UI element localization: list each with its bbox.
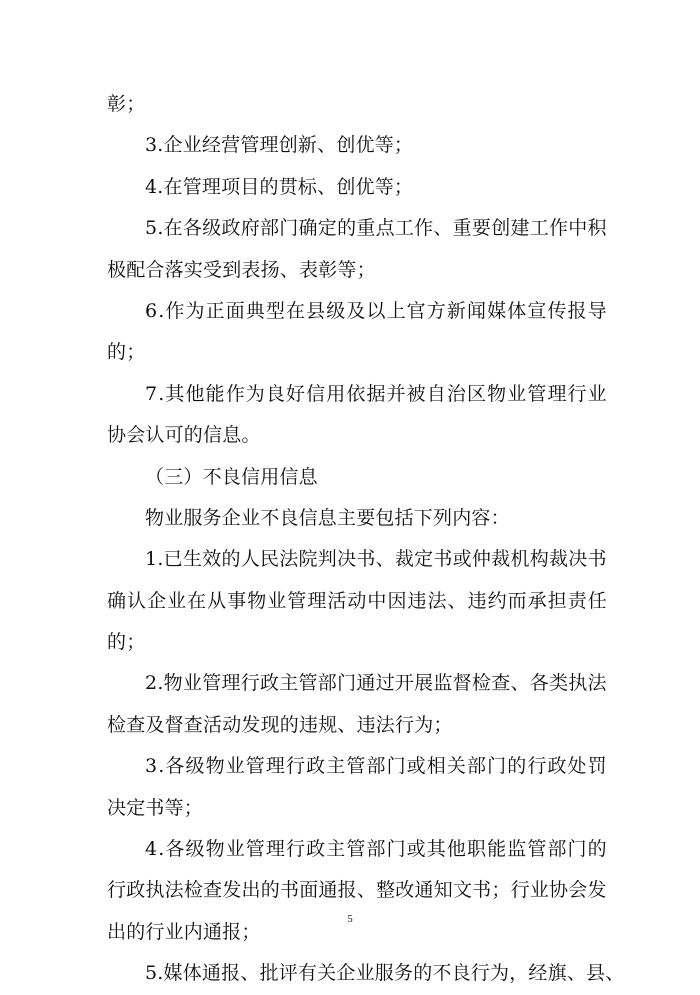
- text-line: 2 . 物 业 管 理 行 政 主 管 部 门 通 过 开 展 监 督 检 查 、 各 类 执 法: [145, 672, 607, 695]
- text-line: 确 认 企 业 在 从 事 物 业 管 理 活 动 中 因 违 法 、 违 约 而 承 担 责 任: [107, 589, 607, 612]
- text-line: 协会认可的信息。: [107, 424, 261, 447]
- text-line: 6 . 作 为 正 面 典 型 在 县 级 及 以 上 官 方 新 闻 媒 体 宣 传 报 导: [145, 299, 607, 322]
- text-line: 4 . 各 级 物 业 管 理 行 政 主 管 部 门 或 其 他 职 能 监 管 部 门 的: [145, 838, 607, 861]
- text-line: 检查及督查活动发现的违规、违法行为；: [107, 713, 453, 736]
- text-line: 3 . 各 级 物 业 管 理 行 政 主 管 部 门 或 相 关 部 门 的 行 政 处 罚: [145, 755, 607, 778]
- text-line: 出的行业内通报；: [107, 920, 261, 943]
- text-line: 7 . 其 他 能 作 为 良 好 信 用 依 据 并 被 自 治 区 物 业 管 理 行 业: [145, 382, 607, 405]
- body-text: [107, 84, 625, 995]
- text-line: 的；: [107, 631, 146, 654]
- text-line: 极配合落实受到表扬、表彰等；: [107, 258, 376, 281]
- text-line: 1 . 已 生 效 的 人 民 法 院 判 决 书 、 裁 定 书 或 仲 裁 机 构 裁 决 书: [145, 548, 607, 571]
- text-line: 的；: [107, 341, 146, 364]
- text-line: 5 . 在 各 级 政 府 部 门 确 定 的 重 点 工 作 、 重 要 创 建 工 作 中 积: [145, 217, 607, 240]
- text-line: 3.企业经营管理创新、创优等；: [145, 134, 414, 157]
- text-line: 彰；: [107, 93, 146, 115]
- text-line: 行 政 执 法 检 查 发 出 的 书 面 通 报 、 整 改 通 知 文 书 ； 行 业 协 会 发: [107, 879, 607, 902]
- text-line: （三）不良信用信息: [145, 465, 318, 488]
- text-line: 决定书等；: [107, 796, 204, 819]
- text-line: 4.在管理项目的贯标、创优等；: [145, 175, 414, 198]
- page-number: 5: [347, 913, 353, 925]
- text-line: 5 . 媒 体 通 报 、 批 评 有 关 企 业 服 务 的 不 良 行 为 ， 经 旗 、 县 、: [145, 962, 625, 985]
- text-line: 物业服务企业不良信息主要包括下列内容：: [145, 506, 510, 529]
